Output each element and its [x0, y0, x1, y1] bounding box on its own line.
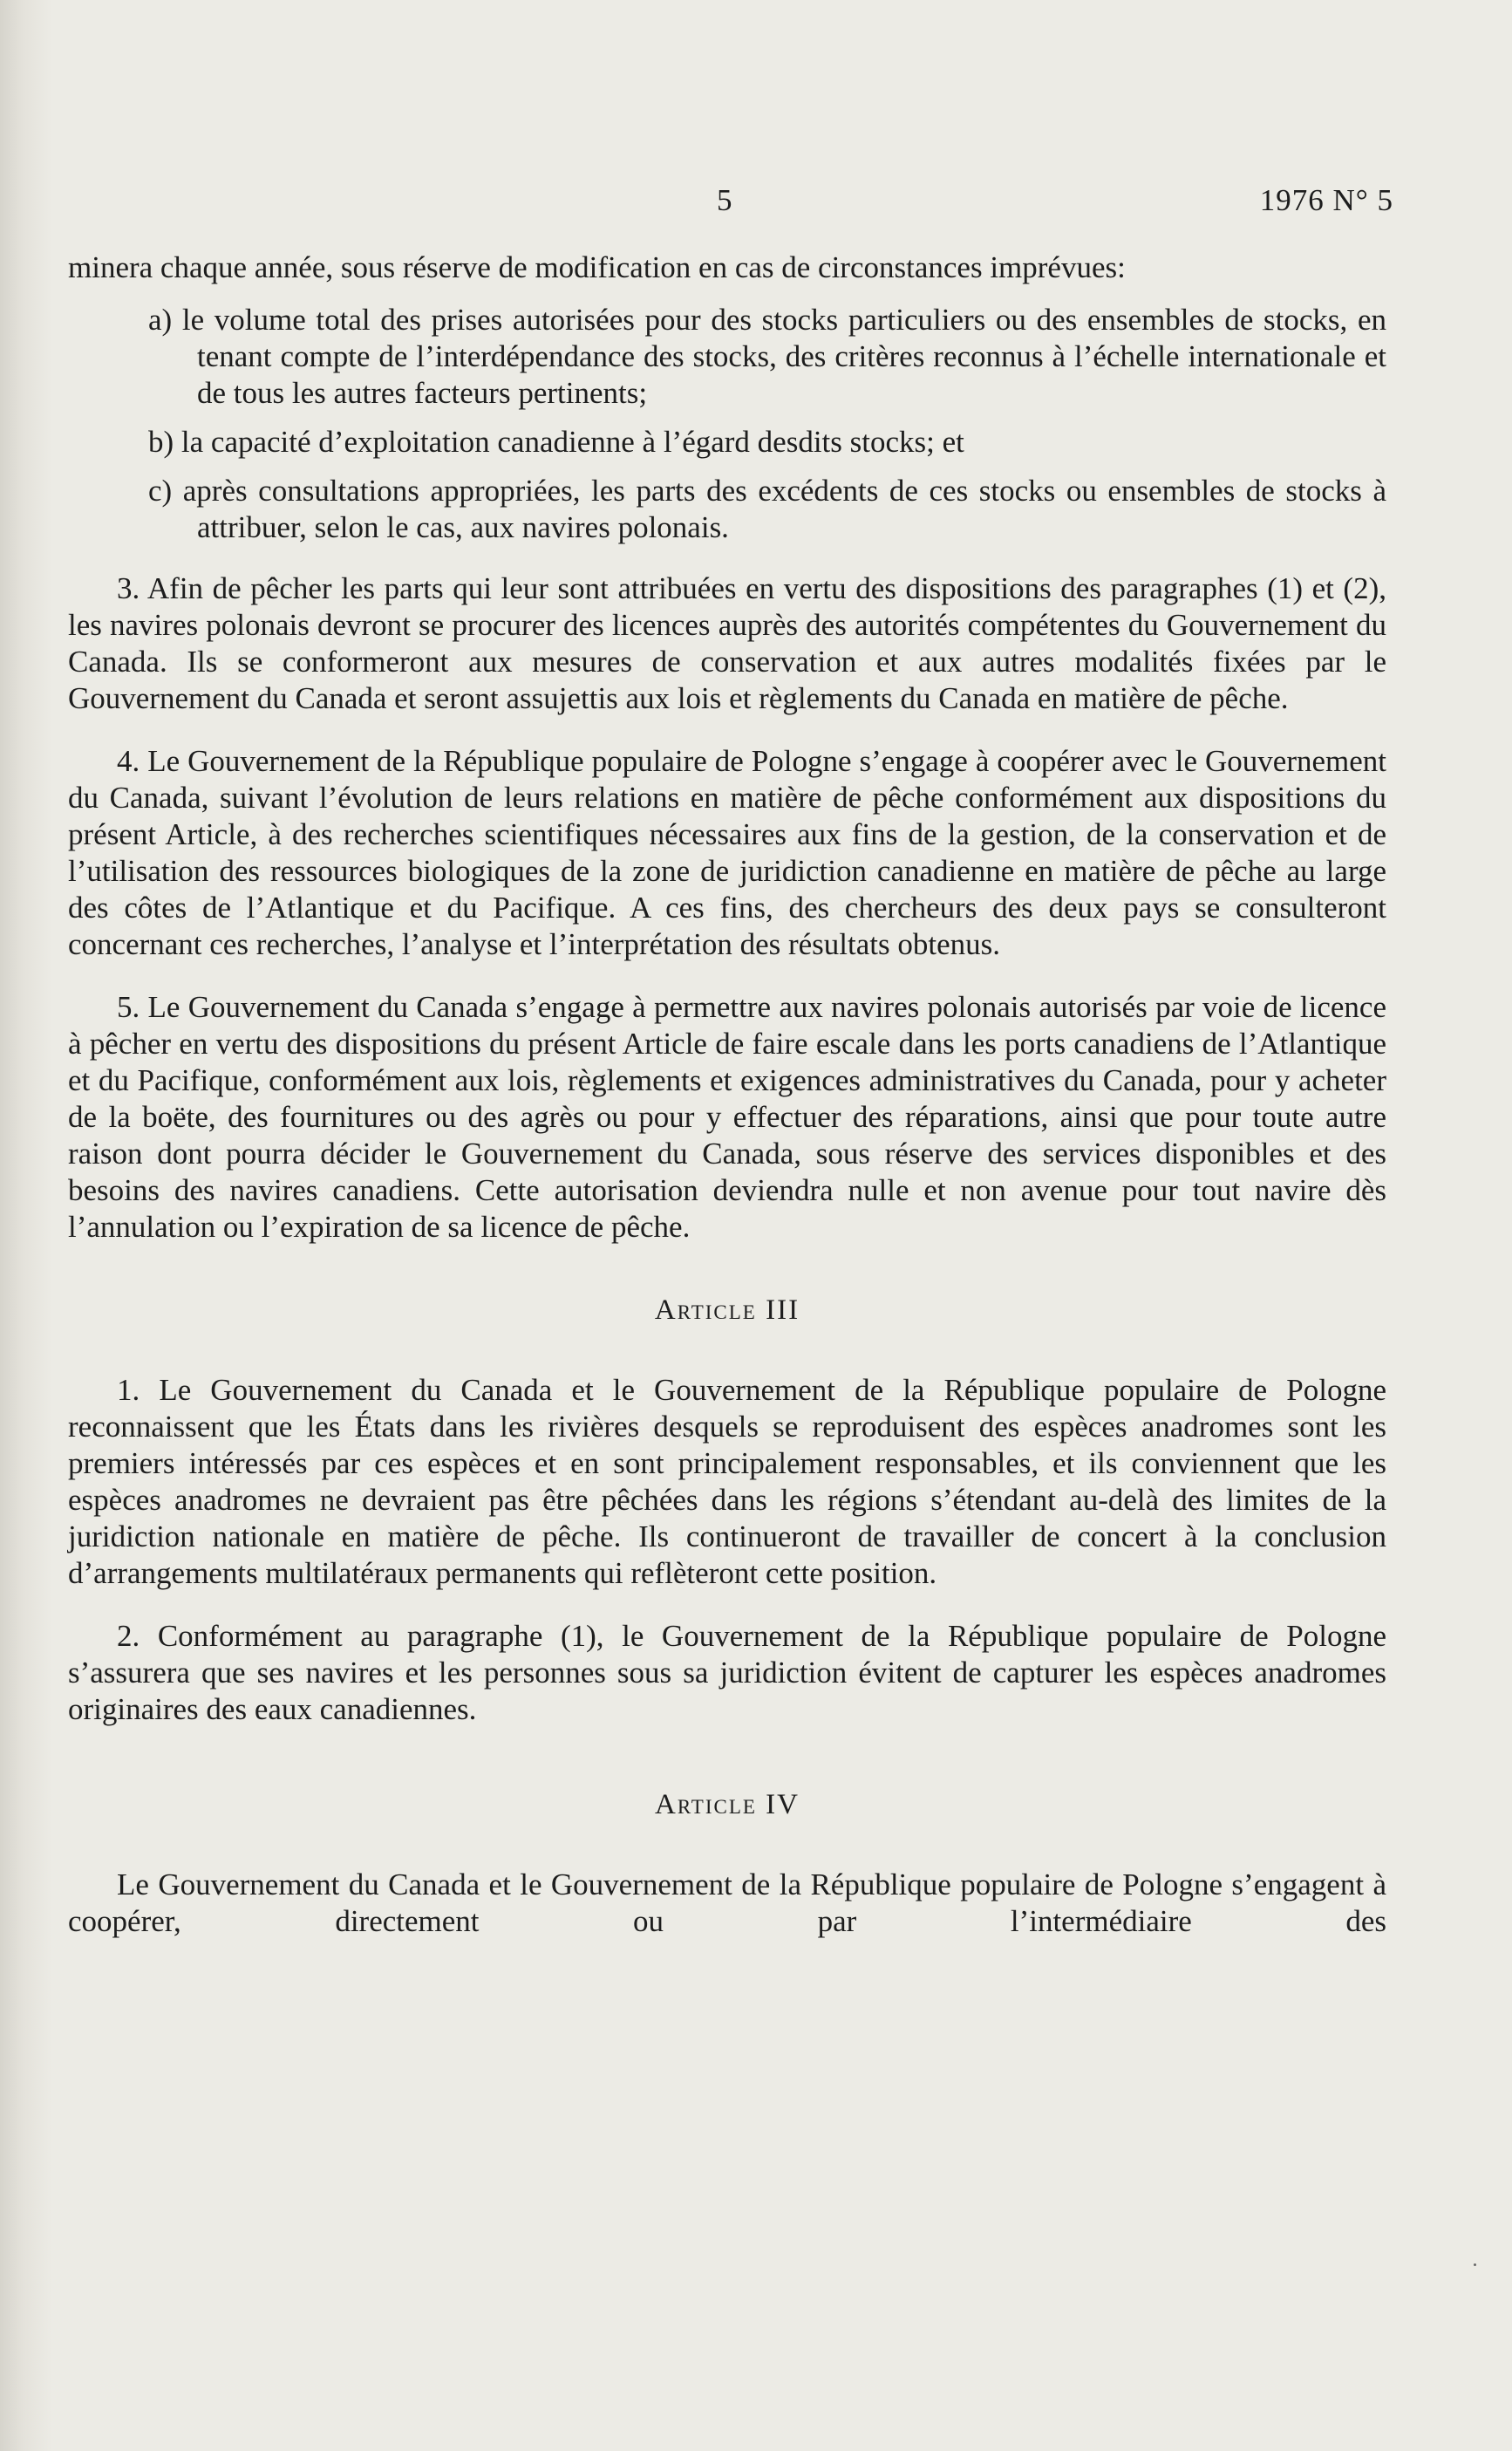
article-4-heading: Article IV: [654, 1789, 800, 1820]
paragraph-3: 3. Afin de pêcher les parts qui leur sont attribuées en vertu des dispositions des paragraphes (1) et (2), les navires polonais devront se procurer des licences auprès des autorités compétentes du Gouvernement du Canada. Ils se conformeront aux mesures de conservation et aux autres modalités fixées par le Gouvernement du Canada et seront assujettis aux lois et règlements du Canada en matière de pêche.: [68, 571, 1386, 715]
continuation-text: minera chaque année, sous réserve de modification en cas de circonstances imprévues:: [68, 250, 1126, 284]
article-3-paragraph-1: 1. Le Gouvernement du Canada et le Gouvernement de la République populaire de Pologne reconnaissent que les États dans les rivières desquels se reproduisent des espèces anadromes sont les premiers intéressés par ces espèces et en sont principalement responsables, et ils conviennent que les espèces anadromes ne devraient pas être pêchées dans les régions s’étendant au-delà des limites de la juridiction nationale en matière de pêche. Ils continueront de travailler de concert à la conclusion d’arrangements multilatéraux permanents qui reflèteront cette position.: [68, 1373, 1386, 1590]
list-item-c: c) après consultations appropriées, les parts des excédents de ces stocks ou ensembles de stocks à attribuer, selon le cas, aux navires polonais.: [148, 474, 1386, 544]
page-header: [68, 174, 1393, 227]
article-3-paragraph-2: 2. Conformément au paragraphe (1), le Gouvernement de la République populaire de Pologne s’assurera que ses navires et les personnes sous sa juridiction évitent de capturer les espèces anadromes originaires des eaux canadiennes.: [68, 1619, 1386, 1726]
list-item-a: a) le volume total des prises autorisées pour des stocks particuliers ou des ensembles de stocks, en tenant compte de l’interdépendance des stocks, des critères reconnus à l’échelle internationale et de tous les autres facteurs pertinents;: [148, 303, 1386, 410]
scan-speck: [1474, 2263, 1476, 2266]
document-page: [68, 174, 1393, 1966]
document-reference: 1976 N° 5: [1259, 183, 1393, 217]
list-item-b: b) la capacité d’exploitation canadienne à l’égard desdits stocks; et: [148, 425, 964, 459]
page-number: 5: [717, 183, 732, 217]
enumerated-list: [68, 302, 1386, 546]
page-content: [68, 249, 1386, 1940]
paragraph-4: 4. Le Gouvernement de la République populaire de Pologne s’engage à coopérer avec le Gouvernement du Canada, suivant l’évolution de leurs relations en matière de pêche conformément aux dispositions du présent Article, à des recherches scientifiques nécessaires aux fins de la gestion, de la conservation et de l’utilisation des ressources biologiques de la zone de juridiction canadienne en matière de pêche au large des côtes de l’Atlantique et du Pacifique. A ces fins, des chercheurs des deux pays se consulteront concernant ces recherches, l’analyse et l’interprétation des résultats obtenus.: [68, 744, 1386, 961]
article-3-heading: Article III: [654, 1294, 800, 1326]
article-4-paragraph: Le Gouvernement du Canada et le Gouvernement de la République populaire de Pologne s’engagent à coopérer, directement ou par l’intermédiaire des: [68, 1867, 1386, 1938]
binding-shadow: [0, 0, 52, 2451]
paragraph-5: 5. Le Gouvernement du Canada s’engage à permettre aux navires polonais autorisés par voie de licence à pêcher en vertu des dispositions du présent Article de faire escale dans les ports canadiens de l’Atlantique et du Pacifique, conformément aux lois, règlements et exigences administratives du Canada, pour y acheter de la boëte, des fournitures ou des agrès ou pour y effectuer des réparations, ainsi que pour toute autre raison dont pourra décider le Gouvernement du Canada, sous réserve des services disponibles et des besoins des navires canadiens. Cette autorisation deviendra nulle et non avenue pour tout navire dès l’annulation ou l’expiration de sa licence de pêche.: [68, 990, 1386, 1244]
